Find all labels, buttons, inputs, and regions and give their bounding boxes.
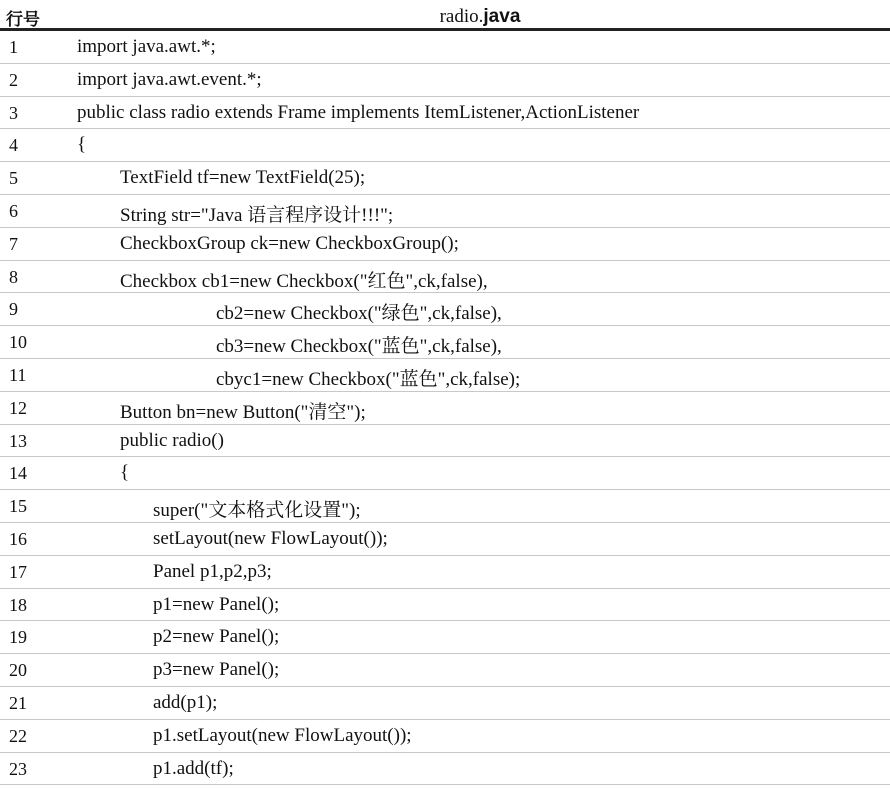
table-row: [0, 31, 890, 64]
line-number: 6: [9, 200, 18, 221]
table-row: [0, 261, 890, 294]
file-name-base: radio.: [439, 6, 484, 27]
table-row: [0, 556, 890, 589]
table-row: [0, 654, 890, 687]
code-line: Checkbox cb1=new Checkbox("红色",ck,false),: [120, 270, 488, 292]
code-line: p1.add(tf);: [153, 757, 234, 779]
table-header: [0, 0, 890, 31]
table-row: [0, 228, 890, 261]
table-row: [0, 195, 890, 228]
line-number: 4: [9, 135, 18, 156]
table-row: [0, 457, 890, 490]
table-row: [0, 162, 890, 195]
table-row: [0, 589, 890, 622]
line-number: 5: [9, 168, 18, 189]
table-row: [0, 326, 890, 359]
table-row: [0, 490, 890, 523]
code-line: import java.awt.*;: [77, 36, 216, 57]
line-number: 1: [9, 37, 18, 57]
code-line: {: [120, 462, 130, 484]
table-row: [0, 621, 890, 654]
code-line: setLayout(new FlowLayout());: [153, 527, 388, 549]
code-line: p1.setLayout(new FlowLayout());: [153, 724, 412, 746]
code-line: Button bn=new Button("清空");: [120, 401, 366, 423]
code-line: public radio(): [120, 429, 224, 451]
line-number: 3: [9, 102, 18, 123]
code-line: cb3=new Checkbox("蓝色",ck,false),: [216, 336, 502, 358]
code-line: TextField tf=new TextField(25);: [120, 167, 366, 189]
table-row: [0, 523, 890, 556]
line-number: 19: [9, 627, 27, 648]
line-number: 20: [9, 660, 27, 681]
table-row: [0, 97, 890, 130]
code-line: cbyc1=new Checkbox("蓝色",ck,false);: [216, 368, 521, 390]
file-name-header: [300, 6, 660, 28]
line-number: 17: [9, 561, 27, 582]
code-line: p2=new Panel();: [153, 626, 280, 648]
table-row: [0, 720, 890, 753]
line-number: 13: [9, 430, 27, 451]
line-number: 2: [9, 69, 18, 90]
code-line: public class radio extends Frame implements ItemListener,ActionListener: [77, 101, 640, 123]
code-line: cb2=new Checkbox("绿色",ck,false),: [216, 303, 502, 325]
code-line: String str="Java 语言程序设计!!!";: [120, 204, 394, 226]
table-row: [0, 129, 890, 162]
table-row: [0, 753, 890, 786]
code-rows: [0, 31, 890, 785]
line-number: 18: [9, 594, 27, 615]
table-row: [0, 425, 890, 458]
table-row: [0, 64, 890, 97]
table-row: [0, 687, 890, 720]
table-row: [0, 293, 890, 326]
code-line: {: [77, 134, 87, 156]
line-number: 23: [9, 758, 27, 779]
line-number: 14: [9, 463, 27, 484]
table-row: [0, 359, 890, 392]
line-number: 7: [9, 233, 18, 254]
line-number: 22: [9, 725, 27, 746]
code-line: Panel p1,p2,p3;: [153, 560, 272, 582]
line-number: 8: [9, 266, 18, 287]
table-row: [0, 392, 890, 425]
code-line: CheckboxGroup ck=new CheckboxGroup();: [120, 232, 459, 254]
code-line: p3=new Panel();: [153, 659, 280, 681]
line-number: 9: [9, 299, 18, 320]
line-number: 10: [9, 332, 27, 353]
file-name-extension: java: [483, 6, 521, 27]
code-line: add(p1);: [153, 691, 218, 713]
code-line: p1=new Panel();: [153, 593, 280, 615]
line-number: 12: [9, 397, 27, 418]
line-number: 15: [9, 496, 27, 517]
line-number: 11: [9, 364, 27, 385]
code-line: import java.awt.event.*;: [77, 68, 262, 90]
line-number: 21: [9, 692, 27, 713]
line-number: 16: [9, 528, 27, 549]
line-number-column-header: 行号: [6, 10, 40, 30]
code-line: super("文本格式化设置");: [153, 500, 361, 522]
